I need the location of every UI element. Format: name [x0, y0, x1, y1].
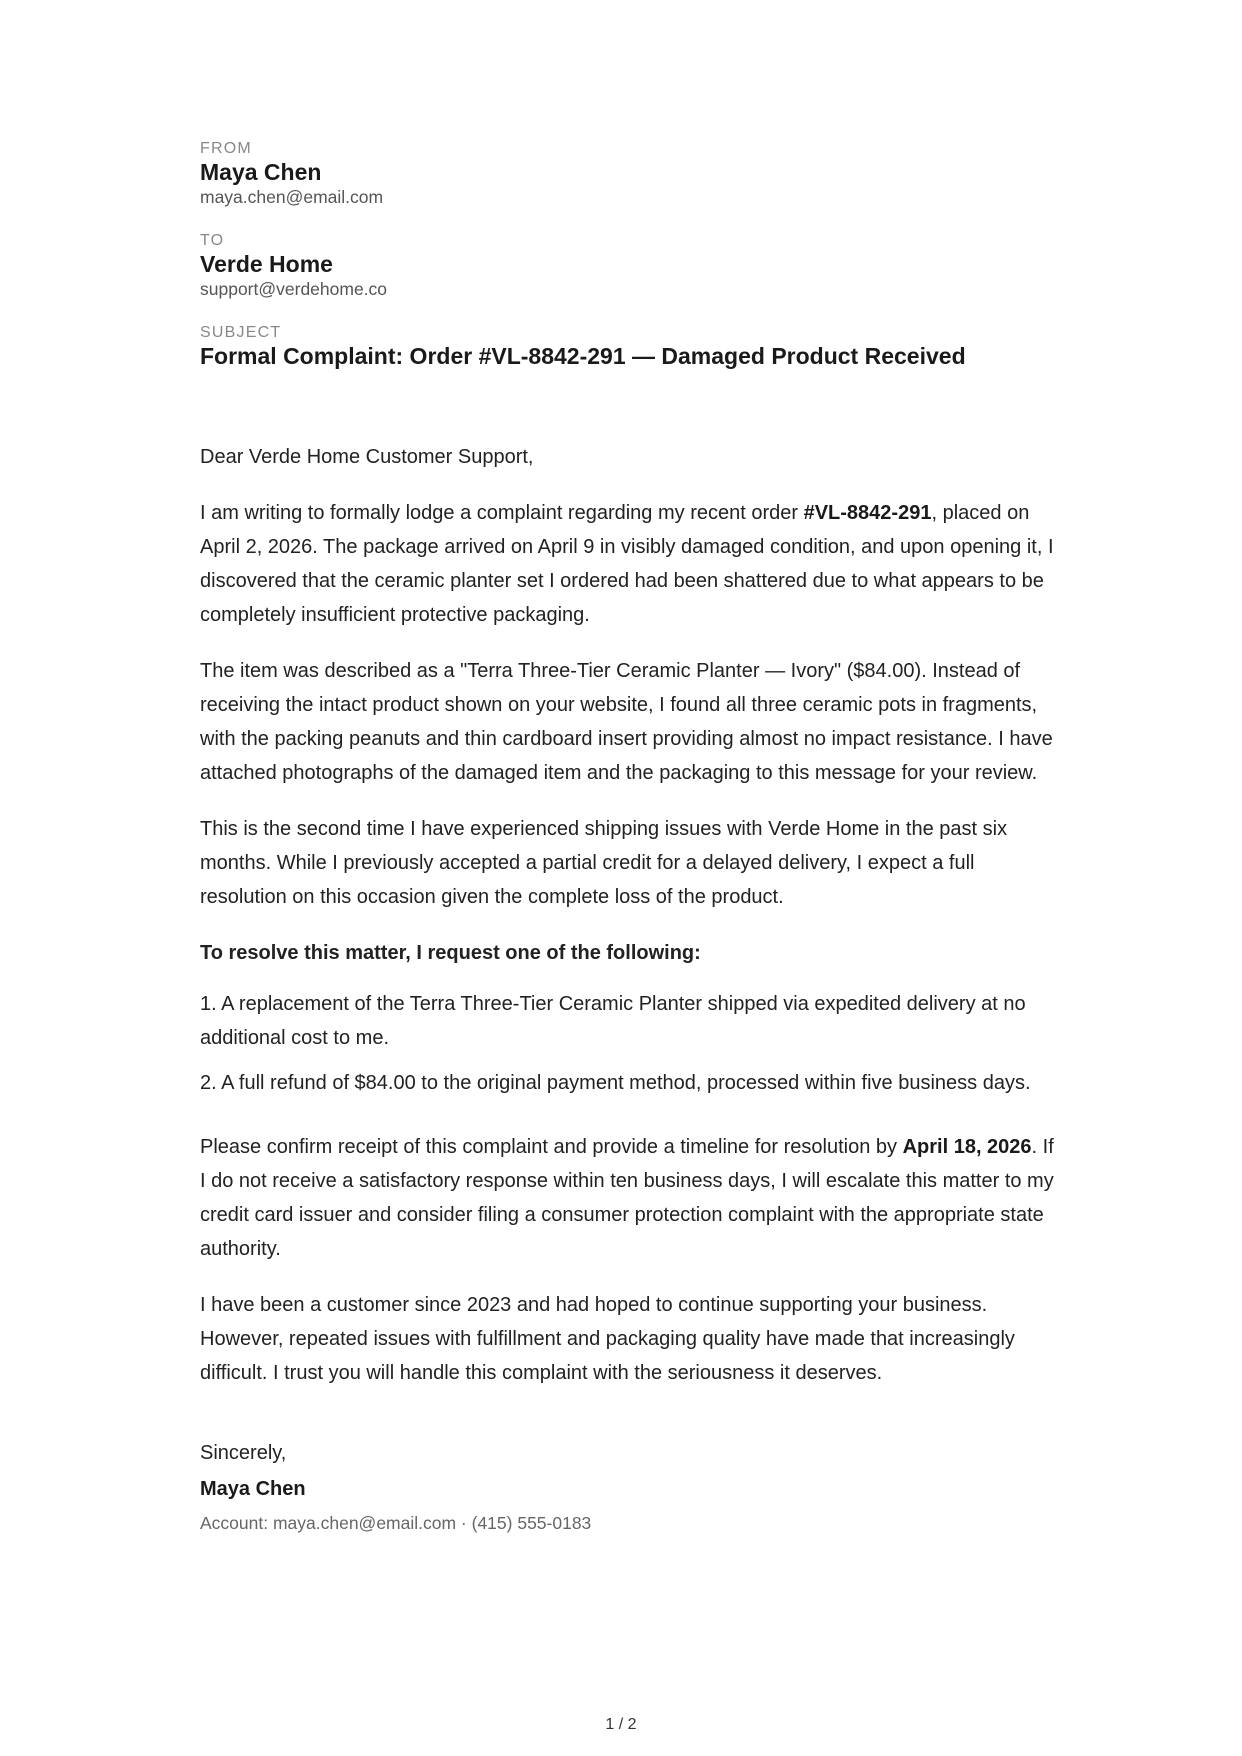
page-number: 1 / 2: [605, 1716, 637, 1733]
paragraph-4-end: . If I do not receive a satisfactory response within ten business days, I will escalate this matter to my credit card issuer and consider filing a consumer protection complaint with the appropriate state authority.: [200, 1136, 1054, 1260]
to-name: Verde Home: [200, 251, 333, 277]
from-email: maya.chen@email.com: [200, 187, 384, 207]
subject-label: SUBJECT: [200, 324, 282, 341]
to-email: support@verdehome.co: [200, 279, 388, 299]
closing: Sincerely,: [200, 1442, 287, 1464]
deadline-date: April 18, 2026: [902, 1136, 1032, 1158]
paragraph-1: [200, 496, 1060, 632]
request-item-2: 2. A full refund of $84.00 to the original payment method, processed within five business days.: [200, 1072, 1031, 1094]
paragraph-4: [200, 1130, 1060, 1266]
paragraph-1-start: I am writing to formally lodge a complaint regarding my recent order: [200, 502, 804, 524]
order-number: #VL-8842-291: [803, 502, 932, 524]
request-heading: To resolve this matter, I request one of the following:: [200, 942, 701, 964]
signature-name: Maya Chen: [200, 1478, 306, 1500]
from-label: FROM: [200, 140, 252, 157]
subject-line: Formal Complaint: Order #VL-8842-291 — Damaged Product Received: [200, 343, 966, 369]
subject-block: [200, 324, 1060, 370]
paragraph-3: This is the second time I have experienced shipping issues with Verde Home in the past six months. While I previously accepted a partial credit for a delayed delivery, I expect a full resolution on this occasion given the complete loss of the product.: [200, 818, 1008, 908]
paragraph-1-end: , placed on April 2, 2026. The package arrived on April 9 in visibly damaged condition, and upon opening it, I discovered that the ceramic planter set I ordered had been shattered due to what appears to be completely insufficient protective packaging.: [200, 502, 1054, 626]
paragraph-4-start: Please confirm receipt of this complaint and provide a timeline for resolution by: [200, 1136, 903, 1158]
signature-contact: Account: maya.chen@email.com · (415) 555-0183: [200, 1513, 592, 1533]
from-name: Maya Chen: [200, 159, 322, 185]
to-block: [200, 232, 1060, 300]
paragraph-2: The item was described as a "Terra Three-Tier Ceramic Planter — Ivory" ($84.00). Instead of receiving the intact product shown on your website, I found all three ceramic pots in fragments, with the packing peanuts and thin cardboard insert providing almost no impact resistance. I have attached photographs of the damaged item and the packaging to this message for your review.: [200, 660, 1053, 784]
to-label: TO: [200, 232, 225, 249]
paragraph-5: I have been a customer since 2023 and had hoped to continue supporting your business. However, repeated issues with fulfillment and packaging quality have made that increasingly difficult. I trust you will handle this complaint with the seriousness it deserves.: [200, 1294, 1015, 1384]
letter-page: [200, 140, 1060, 1536]
salutation: Dear Verde Home Customer Support,: [200, 446, 534, 468]
from-block: [200, 140, 1060, 208]
request-item-1: 1. A replacement of the Terra Three-Tier Ceramic Planter shipped via expedited delivery at no additional cost to me.: [200, 993, 1026, 1049]
